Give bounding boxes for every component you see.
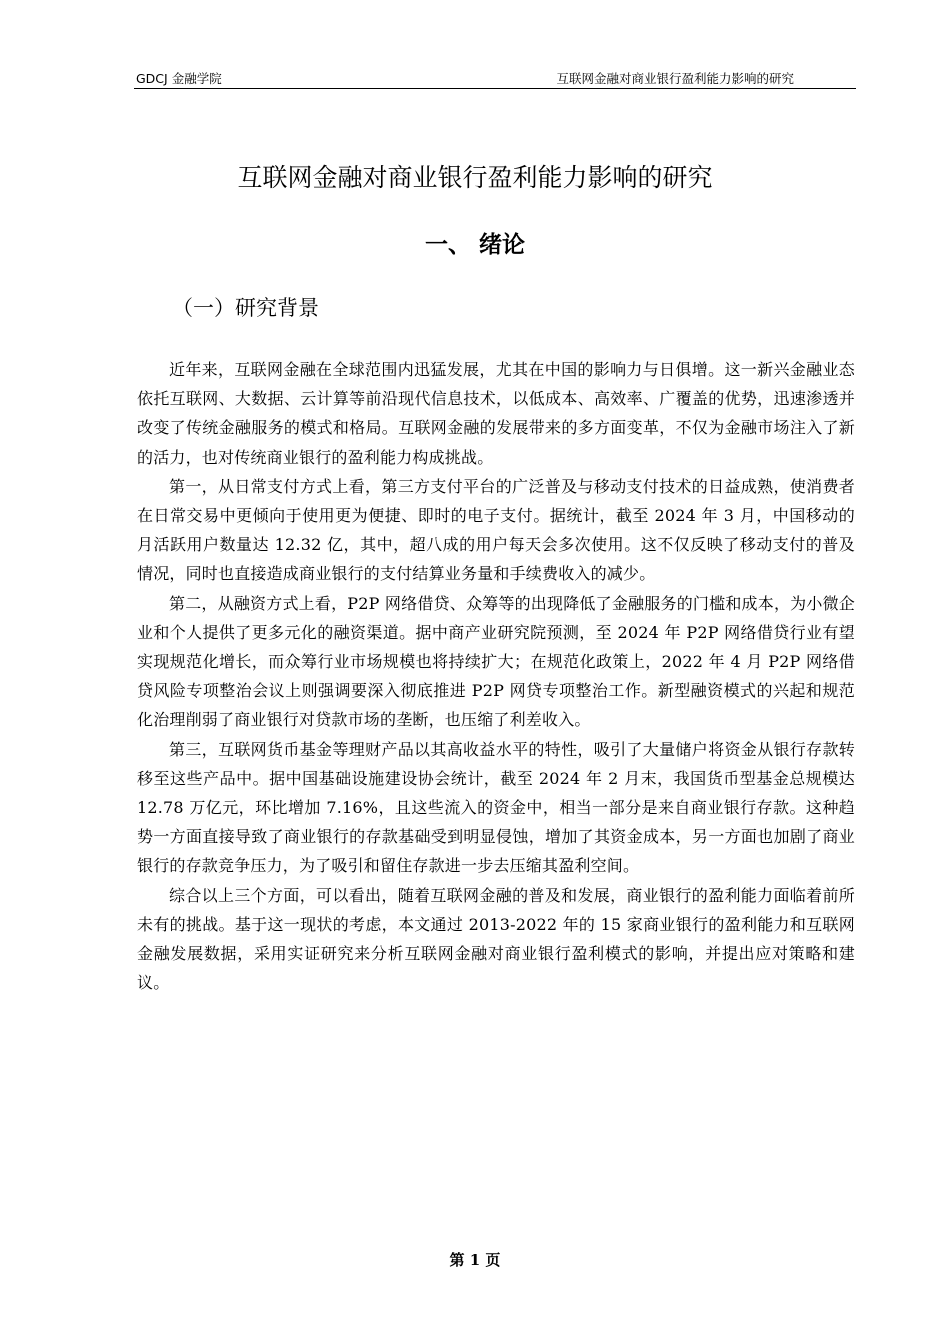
paragraph-summary: 综合以上三个方面，可以看出，随着互联网金融的普及和发展，商业银行的盈利能力面临着前所未有的挑战。基于这一现状的考虑，本文通过 2013-2022 年的 15 家商业银行的盈利能力和互联网金融发展数据，采用实证研究来分析互联网金融对商业银行盈利模式的影响，并提出应对策略和建议。 (137, 885, 855, 993)
document-title: 互联网金融对商业银行盈利能力影响的研究 (237, 163, 713, 192)
paragraph-deposits: 第三，互联网货币基金等理财产品以其高收益水平的特性，吸引了大量储户将资金从银行存款转移至这些产品中。据中国基础设施建设协会统计，截至 2024 年 2 月末，我国货币型基金总规模达 12.78 万亿元，环比增加 7.16%，且这些流入的资金中，相当一部分是来自商业银行存款。这种趋势一方面直接导致了商业银行的存款基础受到明显侵蚀，增加了其资金成本，另一方面也加剧了商业银行的存款竞争压力，为了吸引和留住存款进一步去压缩其盈利空间。 (137, 739, 855, 876)
page-number: 第 1 页 (449, 1251, 501, 1269)
section-heading: （一）研究背景 (172, 296, 319, 320)
chapter-heading: 一、 绪论 (424, 232, 525, 258)
paragraph-payment: 第一，从日常支付方式上看，第三方支付平台的广泛普及与移动支付技术的日益成熟，使消费者在日常交易中更倾向于使用更为便捷、即时的电子支付。据统计，截至 2024 年 3 月，中国移动的月活跃用户数量达 12.32 亿，其中，超八成的用户每天会多次使用。这不仅反映了移动支付的普及情况，同时也直接造成商业银行的支付结算业务量和手续费收入的减少。 (137, 476, 855, 584)
body-text (137, 355, 855, 997)
paragraph-financing: 第二，从融资方式上看，P2P 网络借贷、众筹等的出现降低了金融服务的门槛和成本，为小微企业和个人提供了更多元化的融资渠道。据中商产业研究院预测，至 2024 年 P2P 网络借贷行业有望实现规范化增长，而众筹行业市场规模也将持续扩大；在规范化政策上，2022 年 4 月 P2P 网络借贷风险专项整治会议上则强调要深入彻底推进 P2P 网贷专项整治工作。新型融资模式的兴起和规范化治理削弱了商业银行对贷款市场的垄断，也压缩了利差收入。 (137, 593, 855, 730)
header-institution: GDCJ 金融学院 (136, 71, 222, 86)
page-header (134, 70, 856, 89)
header-running-title: 互联网金融对商业银行盈利能力影响的研究 (556, 71, 794, 86)
paragraph-intro: 近年来，互联网金融在全球范围内迅猛发展，尤其在中国的影响力与日俱增。这一新兴金融业态依托互联网、大数据、云计算等前沿现代信息技术，以低成本、高效率、广覆盖的优势，迅速渗透并改变了传统金融服务的模式和格局。互联网金融的发展带来的多方面变革，不仅为金融市场注入了新的活力，也对传统商业银行的盈利能力构成挑战。 (137, 360, 855, 467)
